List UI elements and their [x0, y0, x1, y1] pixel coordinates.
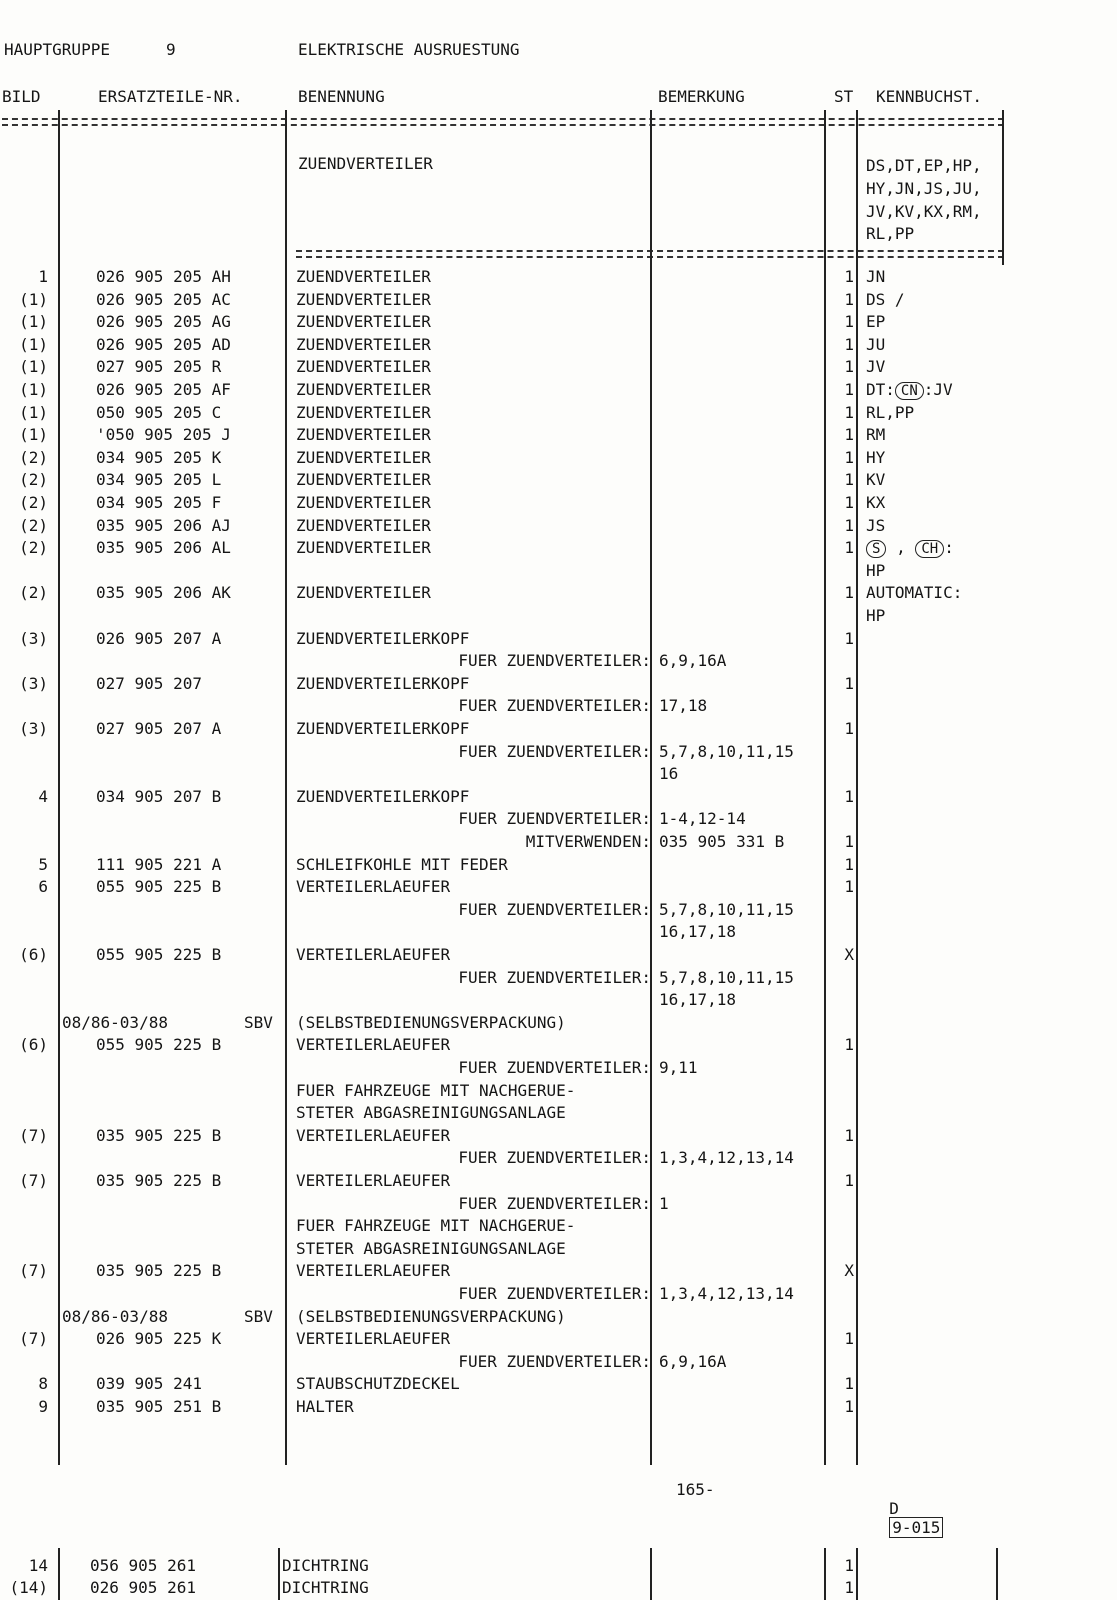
row-bemerkung: 1 — [659, 1193, 669, 1213]
row-bild: (1) — [19, 380, 48, 399]
row-benennung: ZUENDVERTEILER — [296, 425, 431, 445]
row-benennung: VERTEILERLAEUFER — [296, 1329, 451, 1349]
row-date-range: 08/86-03/88 — [62, 1012, 168, 1032]
kb-text: RM — [866, 425, 886, 445]
table-row — [0, 582, 1117, 605]
row-benennung: ZUENDVERTEILER — [296, 515, 431, 535]
table-row — [0, 289, 1117, 312]
row-stueck: 1 — [844, 673, 854, 693]
kb-text: RL,PP — [866, 402, 915, 422]
row-benennung: SCHLEIFKOHLE MIT FEDER — [296, 854, 508, 874]
table-row — [0, 1351, 1117, 1374]
group-title: ELEKTRISCHE AUSRUESTUNG — [298, 40, 520, 59]
table-row — [0, 1012, 1117, 1035]
col-header-st: ST — [834, 87, 854, 106]
row-bild: (3) — [19, 719, 48, 738]
row-fuer-label: FUER ZUENDVERTEILER: — [458, 1351, 651, 1371]
row-benennung: ZUENDVERTEILER — [296, 267, 431, 286]
table-row — [0, 899, 1117, 922]
row-stueck: 1 — [844, 854, 854, 874]
table-row — [0, 1193, 1117, 1216]
kb-text: EP — [866, 312, 886, 332]
row-kennbuchstaben — [866, 583, 962, 603]
row-kennbuchstaben — [866, 561, 885, 581]
row-stueck: X — [844, 945, 854, 964]
table-row — [0, 854, 1117, 877]
row-bild: (6) — [19, 1035, 48, 1055]
row-part-number: 055 905 225 B — [96, 1035, 222, 1055]
row-stueck: 1 — [844, 1578, 854, 1597]
row-part-number: 056 905 261 — [90, 1556, 196, 1575]
table-row — [0, 334, 1117, 357]
table-row — [0, 402, 1117, 425]
row-benennung: ZUENDVERTEILER — [296, 447, 431, 467]
row-benennung: VERTEILERLAEUFER — [296, 1125, 451, 1145]
row-benennung: VERTEILERLAEUFER — [296, 1171, 451, 1190]
row-kennbuchstaben — [866, 493, 885, 513]
row-kennbuchstaben — [866, 448, 885, 468]
group-number: 9 — [166, 40, 176, 59]
country-circle: CH — [915, 540, 944, 558]
row-bemerkung: 5,7,8,10,11,15 — [659, 967, 794, 987]
table-row — [0, 808, 1117, 831]
kb-text: HY — [866, 447, 886, 467]
table-row — [0, 515, 1117, 538]
table-row — [0, 763, 1117, 786]
row-sbv: SBV — [244, 1306, 273, 1326]
table-row — [0, 1396, 1117, 1419]
row-fuer-label: FUER ZUENDVERTEILER: — [458, 1284, 651, 1303]
row-bild: 6 — [38, 877, 48, 897]
table-row — [0, 1328, 1117, 1351]
table-row — [0, 1215, 1117, 1238]
row-bemerkung: 5,7,8,10,11,15 — [659, 741, 794, 761]
row-stueck: 1 — [844, 402, 854, 422]
kb-text: , — [886, 538, 916, 558]
row-benennung: ZUENDVERTEILER — [296, 357, 431, 377]
row-bild: (1) — [19, 357, 48, 377]
row-part-number: 039 905 241 — [96, 1374, 202, 1394]
kb-text: :JV — [923, 380, 953, 399]
row-part-number: 026 905 225 K — [96, 1329, 222, 1349]
table-row — [0, 786, 1117, 809]
row-bild: 4 — [38, 786, 48, 806]
row-part-number: 035 905 225 B — [96, 1261, 222, 1281]
table-row — [0, 469, 1117, 492]
row-part-number: 026 905 261 — [90, 1578, 196, 1597]
row-bild: (1) — [19, 312, 48, 332]
row-benennung: FUER FAHRZEUGE MIT NACHGERUE- — [296, 1216, 576, 1236]
section-codes-4: RL,PP — [866, 224, 915, 243]
table-row — [0, 1034, 1117, 1057]
row-bild: 14 — [28, 1556, 48, 1575]
table-row — [0, 741, 1117, 764]
section-title: ZUENDVERTEILER — [298, 154, 433, 173]
row-bild: 8 — [38, 1374, 48, 1394]
table-row — [0, 628, 1117, 651]
col-header-ben: BENENNUNG — [298, 87, 385, 106]
row-part-number: 050 905 205 C — [96, 402, 222, 422]
row-benennung: STETER ABGASREINIGUNGSANLAGE — [296, 1103, 566, 1123]
col-header-nr: ERSATZTEILE-NR. — [98, 87, 243, 106]
row-bemerkung: 16,17,18 — [659, 990, 737, 1010]
kb-text: : — [944, 538, 954, 558]
kb-text: KV — [866, 470, 886, 490]
row-part-number: 034 905 205 L — [96, 470, 222, 490]
table-row — [0, 650, 1117, 673]
kb-text: JV — [866, 357, 886, 377]
row-stueck: 1 — [844, 515, 854, 535]
row-part-number: 027 905 205 R — [96, 357, 222, 377]
row-bemerkung: 17,18 — [659, 696, 708, 716]
row-part-number: '050 905 205 J — [96, 425, 231, 445]
row-stueck: 1 — [844, 832, 854, 851]
row-benennung: HALTER — [296, 1397, 354, 1416]
table-row — [0, 921, 1117, 944]
row-fuer-label: MITVERWENDEN: — [525, 832, 651, 851]
row-benennung: ZUENDVERTEILER — [296, 289, 431, 309]
row-stueck: 1 — [844, 447, 854, 467]
row-kennbuchstaben — [866, 312, 885, 332]
row-kennbuchstaben — [866, 357, 885, 377]
row-stueck: 1 — [844, 1171, 854, 1190]
row-benennung: ZUENDVERTEILER — [296, 493, 431, 512]
row-bild: (1) — [19, 289, 48, 309]
table-row — [0, 447, 1117, 470]
row-bild: (2) — [19, 515, 48, 535]
table-row — [0, 1260, 1117, 1283]
row-fuer-label: FUER ZUENDVERTEILER: — [458, 1058, 651, 1077]
kb-text: JN — [866, 267, 886, 286]
row-date-range: 08/86-03/88 — [62, 1306, 168, 1326]
row-part-number: 034 905 205 K — [96, 447, 222, 467]
row-bild: 1 — [38, 267, 48, 286]
row-benennung: ZUENDVERTEILER — [296, 312, 431, 332]
row-part-number: 034 905 205 F — [96, 493, 222, 512]
row-fuer-label: FUER ZUENDVERTEILER: — [458, 809, 651, 829]
row-part-number: 035 905 225 B — [96, 1171, 222, 1190]
row-part-number: 026 905 205 AD — [96, 334, 231, 354]
row-benennung: ZUENDVERTEILER — [296, 334, 431, 354]
row-bild: (2) — [19, 583, 48, 603]
page-ref-box: 9-015 — [889, 1517, 943, 1538]
table-row — [0, 1373, 1117, 1396]
row-bemerkung: 16,17,18 — [659, 922, 737, 942]
row-benennung: (SELBSTBEDIENUNGSVERPACKUNG) — [296, 1306, 566, 1326]
row-part-number: 035 905 251 B — [96, 1397, 222, 1416]
row-bemerkung: 6,9,16A — [659, 1351, 727, 1371]
section-codes-2: HY,JN,JS,JU, — [866, 179, 982, 198]
col-header-bem: BEMERKUNG — [658, 87, 745, 106]
column-rule — [1002, 110, 1004, 265]
row-stueck: 1 — [844, 493, 854, 512]
row-bemerkung: 16 — [659, 764, 679, 784]
section-codes-1: DS,DT,EP,HP, — [866, 156, 982, 175]
col-header-kb: KENNBUCHST. — [876, 87, 982, 106]
page-number: 165- — [676, 1480, 715, 1499]
row-stueck: 1 — [844, 719, 854, 738]
row-part-number: 027 905 207 — [96, 673, 202, 693]
row-bild: (1) — [19, 425, 48, 445]
row-bild: (6) — [19, 945, 48, 964]
row-benennung: ZUENDVERTEILERKOPF — [296, 628, 470, 648]
table-row — [0, 1125, 1117, 1148]
row-kennbuchstaben — [866, 538, 954, 558]
row-benennung: FUER FAHRZEUGE MIT NACHGERUE- — [296, 1080, 576, 1100]
row-benennung: ZUENDVERTEILER — [296, 470, 431, 490]
row-bemerkung: 5,7,8,10,11,15 — [659, 899, 794, 919]
row-stueck: 1 — [844, 380, 854, 399]
row-bild: (14) — [9, 1578, 48, 1597]
row-benennung: VERTEILERLAEUFER — [296, 1261, 451, 1281]
table-row — [0, 492, 1117, 515]
kb-text: JS — [866, 515, 886, 535]
row-bemerkung: 1-4,12-14 — [659, 809, 746, 829]
row-part-number: 035 905 206 AJ — [96, 515, 231, 535]
row-stueck: X — [844, 1261, 854, 1281]
row-bemerkung: 035 905 331 B — [659, 832, 785, 851]
table-row — [0, 1102, 1117, 1125]
row-benennung: ZUENDVERTEILERKOPF — [296, 673, 470, 693]
row-benennung: ZUENDVERTEILER — [296, 380, 431, 399]
row-stueck: 1 — [844, 1397, 854, 1416]
row-part-number: 026 905 205 AF — [96, 380, 231, 399]
row-benennung: ZUENDVERTEILER — [296, 402, 431, 422]
row-benennung: DICHTRING — [282, 1556, 369, 1575]
row-bild: (3) — [19, 628, 48, 648]
row-stueck: 1 — [844, 357, 854, 377]
table-row — [0, 718, 1117, 741]
row-bild: (3) — [19, 673, 48, 693]
kb-text: AUTOMATIC: — [866, 583, 963, 603]
row-part-number: 055 905 225 B — [96, 945, 222, 964]
table-row — [0, 944, 1117, 967]
row-bemerkung: 9,11 — [659, 1058, 698, 1077]
table-row — [0, 537, 1117, 560]
row-stueck: 1 — [844, 1556, 854, 1575]
table-row — [0, 424, 1117, 447]
row-bemerkung: 1,3,4,12,13,14 — [659, 1284, 794, 1303]
row-benennung: ZUENDVERTEILERKOPF — [296, 719, 470, 738]
row-kennbuchstaben — [866, 516, 885, 536]
table-row — [0, 673, 1117, 696]
country-circle: CN — [895, 382, 924, 400]
row-benennung: STETER ABGASREINIGUNGSANLAGE — [296, 1238, 566, 1258]
row-part-number: 055 905 225 B — [96, 877, 222, 897]
row-benennung: ZUENDVERTEILER — [296, 583, 431, 603]
row-benennung: VERTEILERLAEUFER — [296, 877, 451, 897]
table-row — [0, 876, 1117, 899]
table-row — [0, 1080, 1117, 1103]
row-bild: (2) — [19, 470, 48, 490]
row-benennung: DICHTRING — [282, 1578, 369, 1597]
table-row — [0, 831, 1117, 854]
row-benennung: ZUENDVERTEILER — [296, 538, 431, 558]
row-bild: (7) — [19, 1171, 48, 1190]
row-part-number: 034 905 207 B — [96, 786, 222, 806]
row-kennbuchstaben — [866, 425, 885, 445]
table-row — [0, 967, 1117, 990]
row-part-number: 035 905 225 B — [96, 1125, 222, 1145]
row-bemerkung: 6,9,16A — [659, 651, 727, 671]
row-stueck: 1 — [844, 1374, 854, 1394]
row-bild: (7) — [19, 1261, 48, 1281]
table-row — [0, 989, 1117, 1012]
row-part-number: 026 905 207 A — [96, 628, 222, 648]
table-row — [0, 1283, 1117, 1306]
table-row — [0, 1057, 1117, 1080]
row-benennung: VERTEILERLAEUFER — [296, 945, 451, 964]
row-kennbuchstaben — [866, 380, 953, 400]
row-stueck: 1 — [844, 425, 854, 445]
row-stueck: 1 — [844, 289, 854, 309]
row-fuer-label: FUER ZUENDVERTEILER: — [458, 741, 651, 761]
row-stueck: 1 — [844, 1125, 854, 1145]
header-separator — [2, 124, 1004, 126]
kb-text: HP — [866, 606, 886, 625]
row-stueck: 1 — [844, 470, 854, 490]
group-label: HAUPTGRUPPE — [4, 40, 110, 59]
table-row — [0, 266, 1117, 289]
row-bild: (2) — [19, 447, 48, 467]
row-fuer-label: FUER ZUENDVERTEILER: — [458, 967, 651, 987]
row-stueck: 1 — [844, 786, 854, 806]
table-row — [0, 1238, 1117, 1261]
country-circle: S — [866, 540, 886, 558]
kb-text: DS / — [866, 289, 905, 309]
row-kennbuchstaben — [866, 470, 885, 490]
row-fuer-label: FUER ZUENDVERTEILER: — [458, 899, 651, 919]
table-row — [0, 560, 1117, 583]
row-stueck: 1 — [844, 334, 854, 354]
row-benennung: STAUBSCHUTZDECKEL — [296, 1374, 460, 1394]
kb-text: DT: — [866, 380, 895, 399]
row-bild: (1) — [19, 402, 48, 422]
page-ref — [870, 1480, 943, 1537]
row-part-number: 026 905 205 AG — [96, 312, 231, 332]
row-part-number: 035 905 206 AK — [96, 583, 231, 603]
header-separator — [2, 118, 1004, 120]
kb-text: HP — [866, 560, 886, 580]
row-sbv: SBV — [244, 1012, 273, 1032]
row-bild: (2) — [19, 538, 48, 558]
row-bild: 5 — [38, 854, 48, 874]
row-stueck: 1 — [844, 312, 854, 332]
row-bemerkung: 1,3,4,12,13,14 — [659, 1148, 794, 1168]
row-fuer-label: FUER ZUENDVERTEILER: — [458, 651, 651, 671]
row-part-number: 035 905 206 AL — [96, 538, 231, 558]
row-bild: (7) — [19, 1329, 48, 1349]
row-benennung: ZUENDVERTEILERKOPF — [296, 786, 470, 806]
row-stueck: 1 — [844, 877, 854, 897]
row-part-number: 111 905 221 A — [96, 854, 222, 874]
row-benennung: VERTEILERLAEUFER — [296, 1035, 451, 1055]
row-fuer-label: FUER ZUENDVERTEILER: — [458, 1193, 651, 1213]
row-part-number: 026 905 205 AH — [96, 267, 231, 286]
section-codes-3: JV,KV,KX,RM, — [866, 202, 982, 221]
table-row — [0, 379, 1117, 402]
row-fuer-label: FUER ZUENDVERTEILER: — [458, 696, 651, 716]
row-kennbuchstaben — [866, 267, 885, 287]
row-kennbuchstaben — [866, 403, 914, 423]
row-stueck: 1 — [844, 628, 854, 648]
table-row — [0, 1170, 1117, 1193]
table-row — [0, 605, 1117, 628]
row-benennung: (SELBSTBEDIENUNGSVERPACKUNG) — [296, 1012, 566, 1032]
row-kennbuchstaben — [866, 606, 885, 626]
table-row — [0, 311, 1117, 334]
table-row — [0, 1555, 1117, 1578]
row-part-number: 026 905 205 AC — [96, 289, 231, 309]
row-part-number: 027 905 207 A — [96, 719, 222, 738]
col-header-bild: BILD — [2, 87, 41, 106]
table-row — [0, 695, 1117, 718]
table-row — [0, 356, 1117, 379]
kb-text: JU — [866, 334, 886, 354]
row-stueck: 1 — [844, 1329, 854, 1349]
row-bild: (2) — [19, 493, 48, 512]
table-row — [0, 1147, 1117, 1170]
row-stueck: 1 — [844, 583, 854, 603]
table-row — [0, 1306, 1117, 1329]
row-stueck: 1 — [844, 1035, 854, 1055]
row-stueck: 1 — [844, 538, 854, 558]
row-kennbuchstaben — [866, 335, 885, 355]
row-stueck: 1 — [844, 267, 854, 286]
table-row — [0, 1577, 1117, 1600]
page-ref-d: D — [889, 1499, 899, 1518]
row-bild: (7) — [19, 1125, 48, 1145]
row-bild: 9 — [38, 1397, 48, 1416]
row-bild: (1) — [19, 334, 48, 354]
kb-text: KX — [866, 493, 886, 512]
row-fuer-label: FUER ZUENDVERTEILER: — [458, 1148, 651, 1168]
row-kennbuchstaben — [866, 290, 905, 310]
